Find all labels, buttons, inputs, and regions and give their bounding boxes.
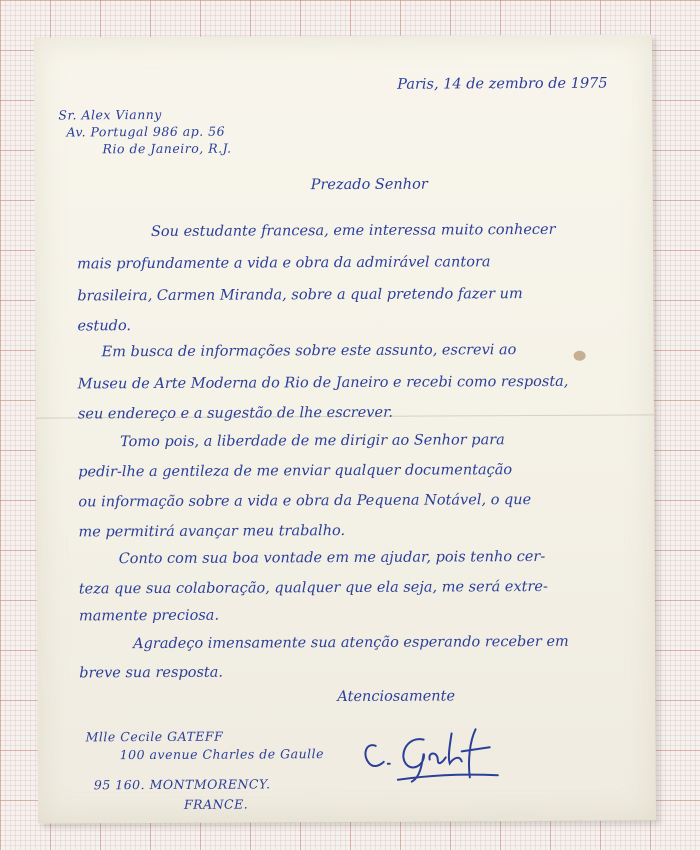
sender-street: 100 avenue Charles de Gaulle — [119, 746, 325, 763]
recipient-street: Av. Portugal 986 ap. 56 — [66, 123, 226, 140]
sender-name: Mlle Cecile GATEFF — [85, 728, 224, 745]
paper-stain — [574, 351, 586, 361]
closing: Atenciosamente — [337, 688, 456, 706]
sender-city: 95 160. MONTMORENCY. — [93, 776, 271, 793]
body-line: seu endereço e a sugestão de lhe escrever. — [77, 404, 394, 423]
salutation: Prezado Senhor — [310, 176, 428, 194]
place-date: Paris, 14 de zembro de 1975 — [397, 75, 608, 93]
sender-country: FRANCE. — [183, 796, 249, 812]
body-line: teza que sua colaboração, qualquer que ela seja, me será extre- — [78, 578, 548, 598]
body-line: Museu de Arte Moderna do Rio de Janeiro e recebi como resposta, — [77, 373, 569, 393]
body-line: Tomo pois, a liberdade de me dirigir ao Senhor para — [120, 432, 505, 451]
recipient-city: Rio de Janeiro, R.J. — [102, 140, 232, 157]
body-line: mamente preciosa. — [78, 607, 220, 625]
recipient-name: Sr. Alex Vianny — [58, 106, 162, 123]
body-line: Sou estudante francesa, eme interessa muito conhecer — [150, 221, 556, 241]
body-line: pedir-lhe a gentileza de me enviar qualquer documentação — [78, 462, 513, 481]
body-line: brasileira, Carmen Miranda, sobre a qual pretendo fazer um — [77, 286, 523, 305]
body-line: ou informação sobre a vida e obra da Pequena Notável, o que — [78, 492, 532, 511]
body-line: estudo. — [77, 318, 132, 335]
body-line: me permitirá avançar meu trabalho. — [78, 523, 346, 541]
body-line: mais profundamente a vida e obra da admirável cantora — [77, 254, 491, 273]
handwritten-letter — [34, 34, 656, 823]
body-line: Conto com sua boa vontade em me ajudar, pois tenho cer- — [118, 548, 546, 568]
body-line: Em busca de informações sobre este assunto, escrevi ao — [101, 342, 517, 361]
handwritten-signature — [358, 717, 508, 788]
body-line: breve sua resposta. — [79, 664, 224, 682]
body-line: Agradeço imensamente sua atenção esperando receber em — [133, 633, 569, 653]
